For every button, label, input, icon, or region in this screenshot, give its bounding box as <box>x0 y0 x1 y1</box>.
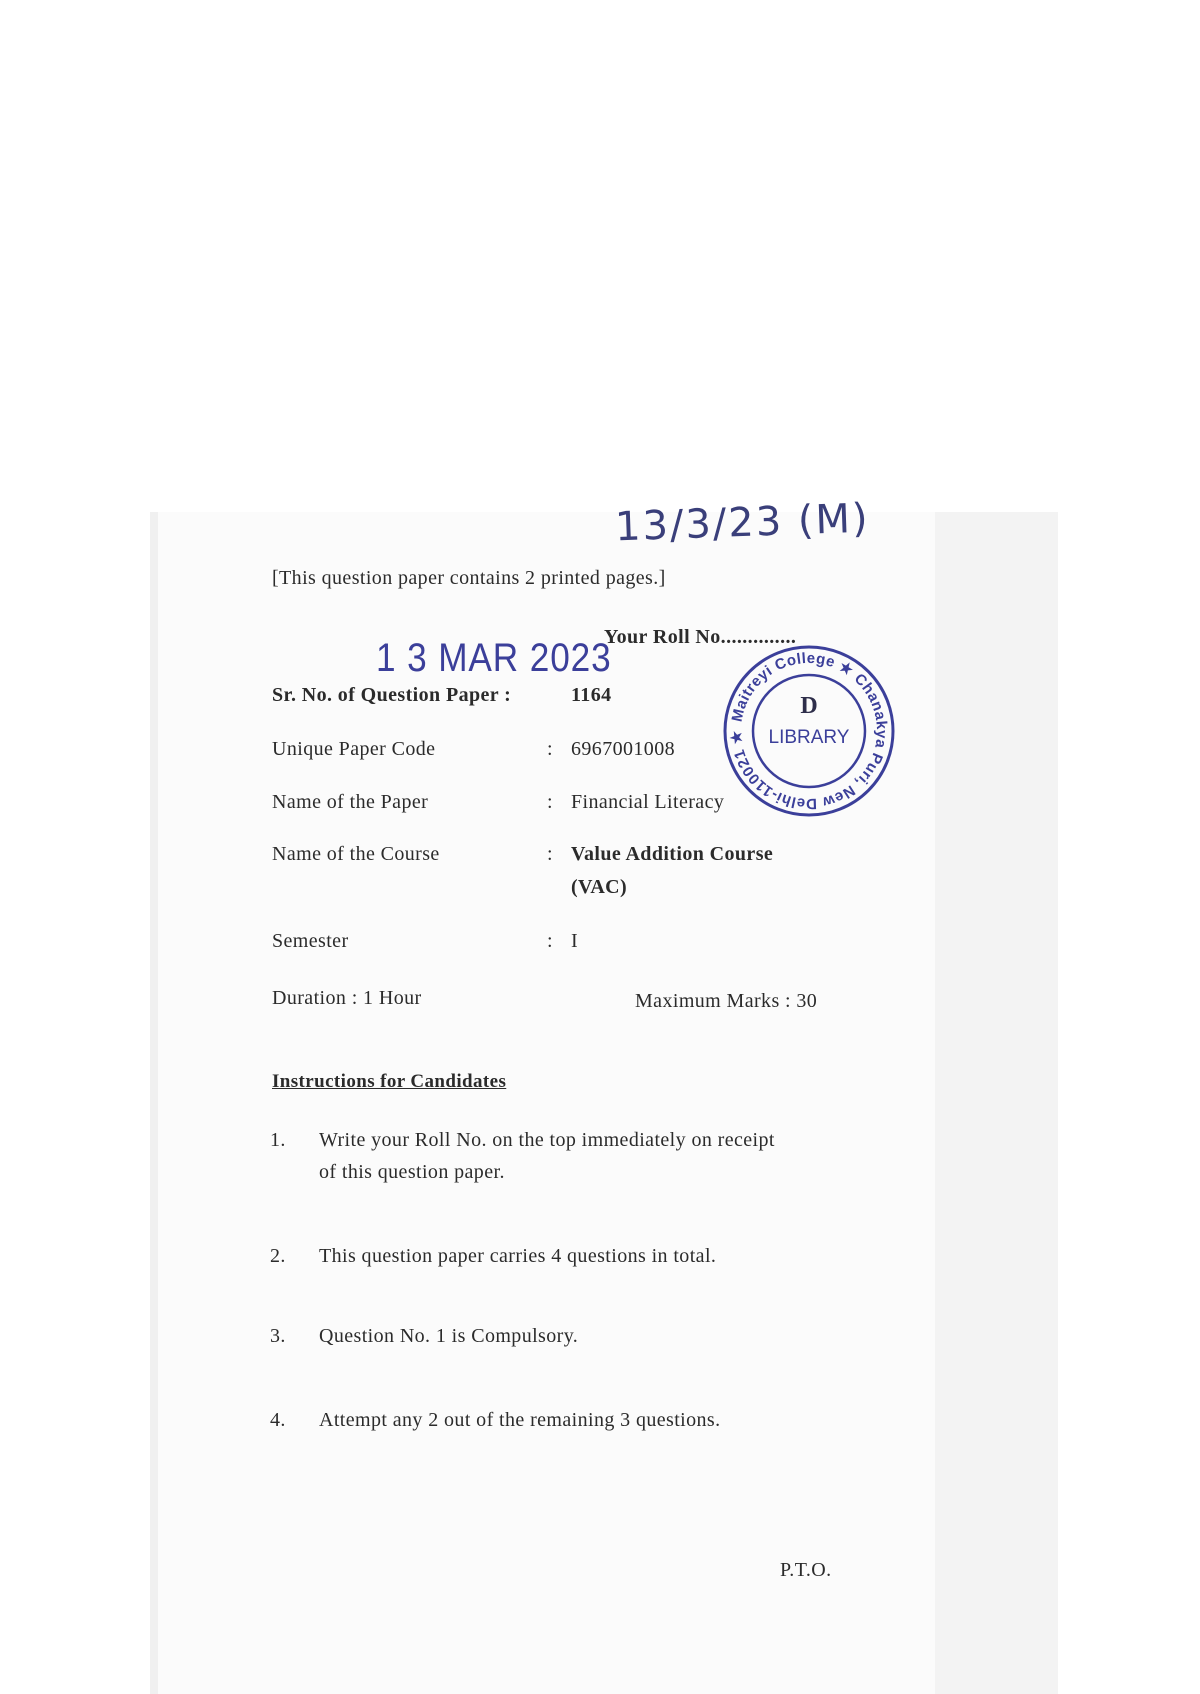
instruction-number: 1. <box>270 1129 286 1151</box>
field-colon: : <box>547 791 553 813</box>
scan-shadow-right <box>935 512 1058 1694</box>
instruction-text: Question No. 1 is Compulsory. <box>319 1325 579 1347</box>
field-colon: : <box>547 930 553 952</box>
instruction-text: This question paper carries 4 questions in total. <box>319 1245 717 1267</box>
seal-letter: D <box>800 693 818 719</box>
seal-center-text: LIBRARY <box>768 727 850 748</box>
handwritten-date-note: 13/3/23 (M) <box>614 495 871 551</box>
field-colon: : <box>547 843 553 865</box>
date-stamp: 1 3 MAR 2023 <box>376 636 612 680</box>
instruction-number: 4. <box>270 1409 286 1431</box>
field-value-semester: I <box>571 930 579 952</box>
field-colon: : <box>547 738 553 760</box>
serial-number-value: 1164 <box>571 684 612 706</box>
seal-ring-text: Maitreyi College ★ Chanakya Puri, New Delhi-110021 ★ <box>727 649 891 813</box>
instruction-number: 3. <box>270 1325 286 1347</box>
instruction-text: Attempt any 2 out of the remaining 3 questions. <box>319 1409 721 1431</box>
please-turn-over: P.T.O. <box>780 1559 832 1581</box>
field-value-paper-name: Financial Literacy <box>571 791 725 813</box>
printed-pages-note: [This question paper contains 2 printed pages.] <box>272 567 666 589</box>
instruction-number: 2. <box>270 1245 286 1267</box>
field-value-course-name: Value Addition Course <box>571 843 774 865</box>
field-value-unique-paper-code: 6967001008 <box>571 738 675 760</box>
instructions-heading: Instructions for Candidates <box>272 1071 507 1092</box>
serial-number-label: Sr. No. of Question Paper : <box>272 684 512 706</box>
maximum-marks: Maximum Marks : 30 <box>635 990 818 1012</box>
roll-number-label: Your Roll No.............. <box>604 626 797 648</box>
duration: Duration : 1 Hour <box>272 987 422 1009</box>
instruction-text: Write your Roll No. on the top immediately on receipt <box>319 1129 775 1151</box>
instruction-text: of this question paper. <box>319 1161 505 1183</box>
field-label-semester: Semester <box>272 930 349 952</box>
field-label-unique-paper-code: Unique Paper Code <box>272 738 436 760</box>
field-label-course-name: Name of the Course <box>272 843 440 865</box>
field-value-course-abbr: (VAC) <box>571 876 628 898</box>
field-label-paper-name: Name of the Paper <box>272 791 429 813</box>
library-seal-stamp <box>721 643 897 819</box>
